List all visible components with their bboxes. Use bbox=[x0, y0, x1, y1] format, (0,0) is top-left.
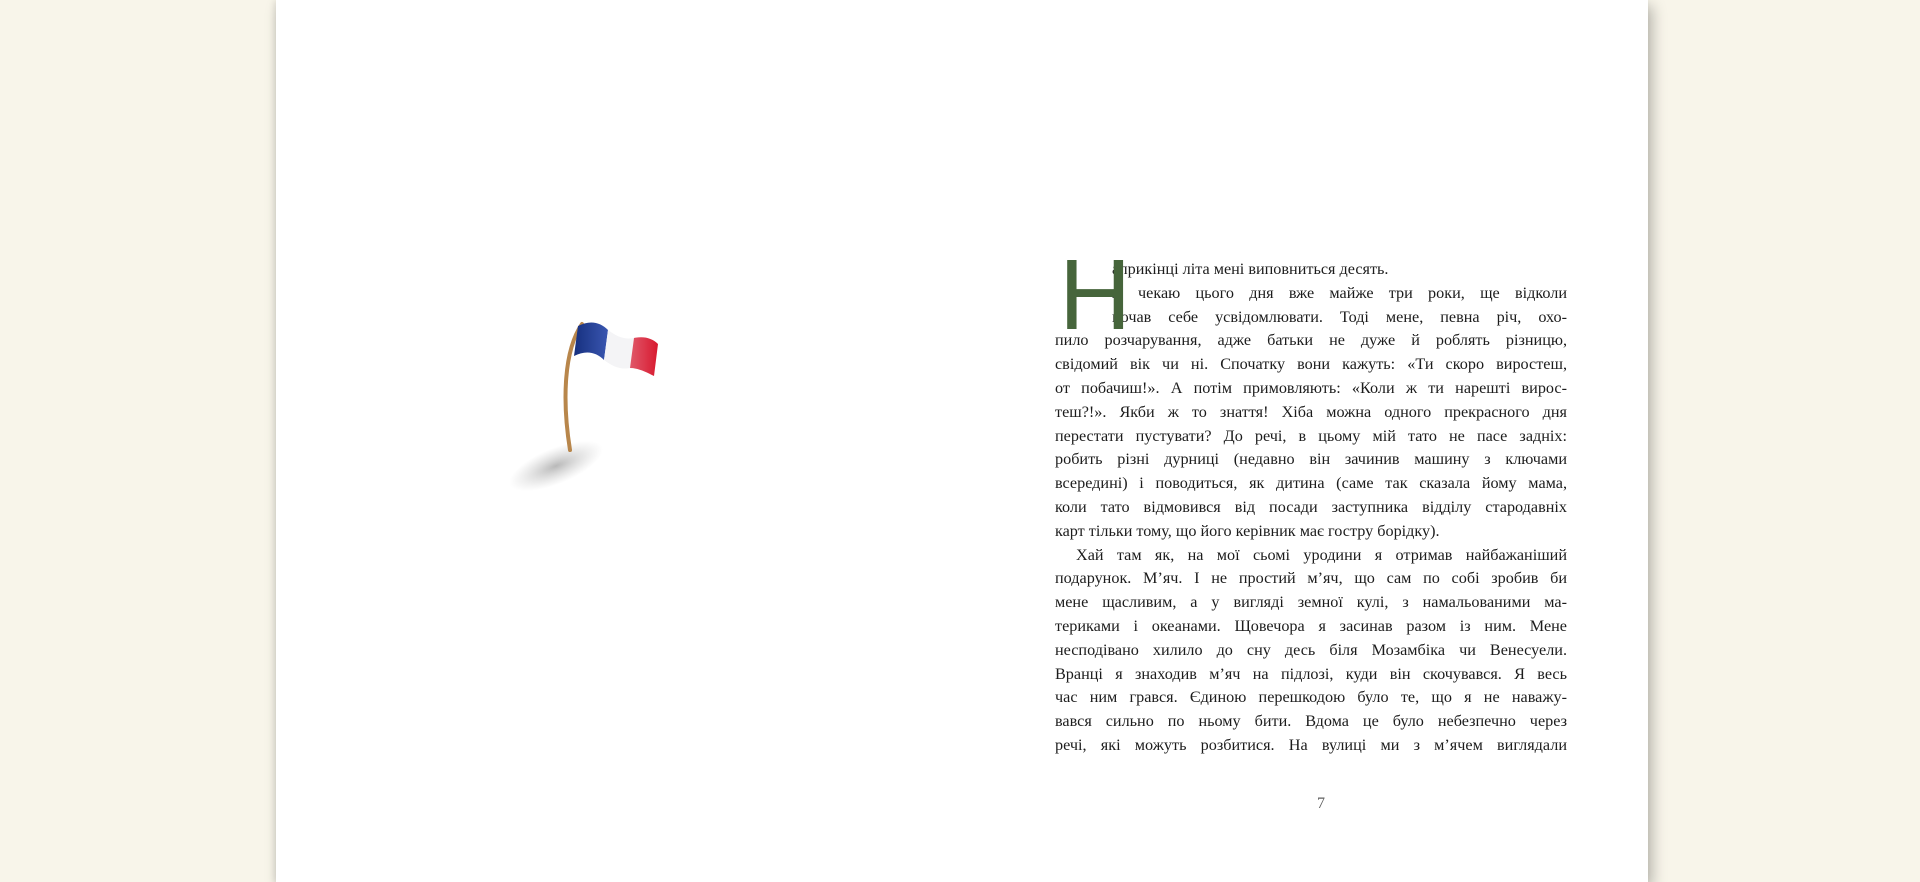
french-flag-icon bbox=[508, 300, 708, 520]
book-spread bbox=[276, 0, 1648, 882]
text-line: Хай там як, на мої сьомі уродини я отримав найбажаніший bbox=[1076, 545, 1567, 564]
text-line: речі, які можуть розбитися. На вулиці ми з м’ячем виглядали bbox=[1055, 735, 1567, 754]
text-line: Вранці я знаходив м’яч на підлозі, куди він скочувався. Я весь bbox=[1055, 664, 1567, 683]
text-line: карт тільки тому, що його керівник має гостру борідку). bbox=[1055, 521, 1440, 540]
text-line: теш?!». Якби ж то знаття! Хіба можна одного прекрасного дня bbox=[1055, 402, 1567, 421]
text-line: вався сильно по ньому бити. Вдома це було небезпечно через bbox=[1055, 712, 1567, 731]
text-line: перестати пустувати? До речі, в цьому мій тато не пасе задніх: bbox=[1055, 426, 1567, 445]
text-line: априкінці літа мені виповниться десять. bbox=[1112, 260, 1389, 278]
text-line: всередині) і поводиться, як дитина (саме так сказала йому мама, bbox=[1055, 474, 1567, 493]
text-line: от побачиш!». А потім примовляють: «Коли ж ти нарешті вирос- bbox=[1055, 378, 1567, 397]
text-line: несподівано хилило до сну десь біля Мозамбіка чи Венесуели. bbox=[1055, 640, 1567, 659]
text-line: робить різні дурниці (недавно він зачинив машину з ключами bbox=[1055, 450, 1567, 469]
text-line: час ним грався. Єдиною перешкодою було те, що я не наважу- bbox=[1055, 688, 1567, 707]
text-line: свідомий вік чи ні. Спочатку вони кажуть: «Ти скоро виростеш, bbox=[1055, 355, 1567, 374]
page-number: 7 bbox=[1317, 795, 1325, 812]
text-line: териками і океанами. Щовечора я засинав разом із ним. Мене bbox=[1055, 616, 1567, 635]
text-line: почав себе усвідомлювати. Тоді мене, певна річ, охо- bbox=[1112, 307, 1567, 326]
text-line: пило розчарування, адже батьки не дуже й роблять різницю, bbox=[1055, 331, 1567, 350]
text-line: коли тато відмовився від посади заступника відділу стародавніх bbox=[1055, 497, 1567, 516]
body-text bbox=[1055, 239, 1567, 758]
drop-cap: Н bbox=[1059, 239, 1132, 351]
text-line: Я чекаю цього дня вже майже три роки, ще відколи bbox=[1112, 283, 1567, 302]
text-line: подарунок. М’яч. І не простий м’яч, що сам по собі зробив би bbox=[1055, 569, 1567, 588]
text-line: мене щасливим, а у вигляді земної кулі, з намальованими ма- bbox=[1055, 593, 1567, 612]
